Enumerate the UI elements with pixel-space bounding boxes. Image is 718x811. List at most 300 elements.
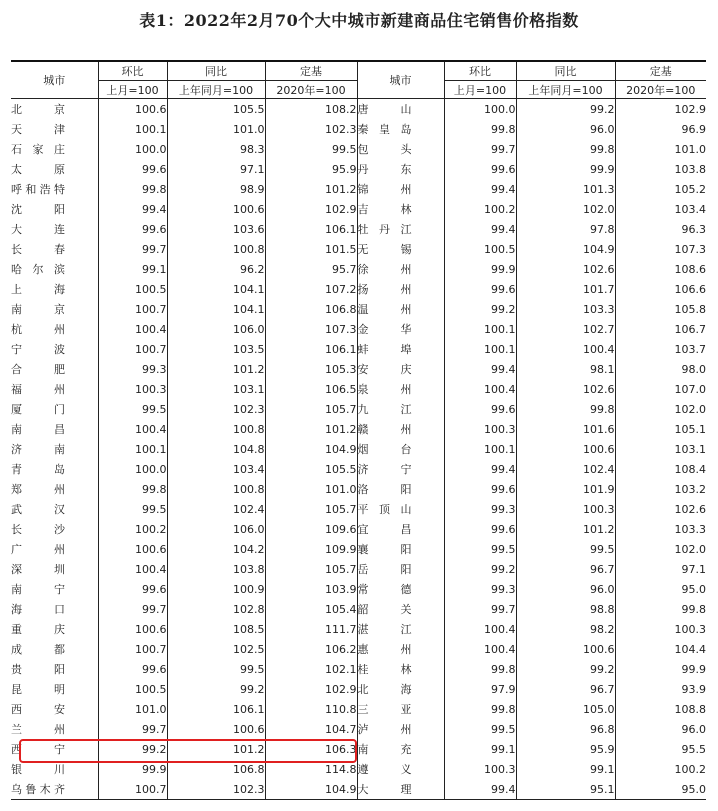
base-value: 105.3 — [265, 359, 357, 379]
base-value: 102.6 — [615, 499, 706, 519]
mom-value: 100.4 — [98, 319, 167, 339]
base-value: 102.9 — [265, 679, 357, 699]
city-cell — [11, 559, 98, 579]
yoy-value: 96.0 — [516, 579, 615, 599]
city-cell — [11, 699, 98, 719]
yoy-value: 99.8 — [516, 139, 615, 159]
mom-value: 99.6 — [444, 519, 516, 539]
base-value: 108.6 — [615, 259, 706, 279]
city-cell — [11, 579, 98, 599]
mom-value: 99.6 — [98, 219, 167, 239]
city-cell — [357, 759, 444, 779]
city-name: 南京 — [11, 303, 65, 316]
base-value: 106.6 — [615, 279, 706, 299]
base-value: 101.2 — [265, 179, 357, 199]
city-name: 无锡 — [357, 243, 412, 256]
yoy-value: 103.5 — [167, 339, 265, 359]
mom-value: 99.7 — [444, 599, 516, 619]
yoy-value: 108.5 — [167, 619, 265, 639]
city-name: 桂林 — [357, 663, 412, 676]
base-value: 103.1 — [615, 439, 706, 459]
base-value: 101.2 — [265, 419, 357, 439]
city-header: 城市 — [357, 61, 444, 99]
city-name: 南宁 — [11, 583, 65, 596]
city-cell — [357, 539, 444, 559]
base-value: 97.1 — [615, 559, 706, 579]
base-value: 101.5 — [265, 239, 357, 259]
header-row-1 — [11, 61, 706, 81]
mom-value: 100.3 — [98, 379, 167, 399]
base-value: 99.8 — [615, 599, 706, 619]
base-value: 103.2 — [615, 479, 706, 499]
yoy-value: 106.1 — [167, 699, 265, 719]
table-row — [11, 259, 706, 279]
mom-value: 100.4 — [444, 619, 516, 639]
yoy-value: 101.7 — [516, 279, 615, 299]
base-value: 93.9 — [615, 679, 706, 699]
base-value: 106.3 — [265, 739, 357, 759]
yoy-value: 101.3 — [516, 179, 615, 199]
city-cell — [357, 439, 444, 459]
base-value: 96.0 — [615, 719, 706, 739]
base-value: 106.8 — [265, 299, 357, 319]
table-row — [11, 159, 706, 179]
price-index-table — [11, 60, 706, 800]
city-cell — [357, 279, 444, 299]
table-row — [11, 119, 706, 139]
mom-value: 99.6 — [444, 479, 516, 499]
mom-value: 100.7 — [98, 639, 167, 659]
base-value: 100.3 — [615, 619, 706, 639]
city-cell — [357, 559, 444, 579]
city-name: 金华 — [357, 323, 412, 336]
city-name: 合肥 — [11, 363, 65, 376]
base-value: 105.7 — [265, 559, 357, 579]
yoy-value: 99.2 — [516, 99, 615, 120]
mom-value: 99.6 — [444, 279, 516, 299]
mom-value: 100.7 — [98, 779, 167, 800]
city-cell — [357, 699, 444, 719]
city-cell — [11, 439, 98, 459]
base-value: 99.5 — [265, 139, 357, 159]
yoy-value: 98.1 — [516, 359, 615, 379]
table-row — [11, 99, 706, 120]
mom-value: 99.3 — [444, 579, 516, 599]
base-value: 105.7 — [265, 399, 357, 419]
base-value: 106.2 — [265, 639, 357, 659]
mom-value: 99.2 — [444, 299, 516, 319]
city-name: 石家庄 — [11, 143, 65, 156]
city-name: 赣州 — [357, 423, 412, 436]
base-value: 105.8 — [615, 299, 706, 319]
mom-value: 100.1 — [98, 119, 167, 139]
city-cell — [357, 519, 444, 539]
mom-value: 100.5 — [444, 239, 516, 259]
yoy-value: 99.2 — [516, 659, 615, 679]
city-cell — [11, 199, 98, 219]
mom-value: 99.4 — [444, 359, 516, 379]
city-name: 南昌 — [11, 423, 65, 436]
base-value: 105.4 — [265, 599, 357, 619]
table-row — [11, 599, 706, 619]
table-row — [11, 439, 706, 459]
yoy-value: 100.6 — [516, 639, 615, 659]
city-cell — [357, 319, 444, 339]
yoy-value: 99.9 — [516, 159, 615, 179]
base-value: 102.0 — [615, 539, 706, 559]
table-row — [11, 199, 706, 219]
mom-value: 99.4 — [444, 459, 516, 479]
yoy-value: 97.8 — [516, 219, 615, 239]
mom-value: 100.7 — [98, 299, 167, 319]
base-value: 106.7 — [615, 319, 706, 339]
city-cell — [11, 359, 98, 379]
yoy-value: 106.0 — [167, 319, 265, 339]
mom-value: 99.2 — [444, 559, 516, 579]
base-value: 106.1 — [265, 339, 357, 359]
table-row — [11, 659, 706, 679]
yoy-value: 96.7 — [516, 559, 615, 579]
base-value: 108.4 — [615, 459, 706, 479]
city-cell — [357, 779, 444, 800]
yoy-value: 99.8 — [516, 399, 615, 419]
city-cell — [357, 419, 444, 439]
city-cell — [357, 119, 444, 139]
city-name: 济南 — [11, 443, 65, 456]
city-cell — [357, 239, 444, 259]
city-name: 长沙 — [11, 523, 65, 536]
yoy-value: 99.5 — [516, 539, 615, 559]
table-row — [11, 399, 706, 419]
table-row — [11, 219, 706, 239]
mom-value: 100.7 — [98, 339, 167, 359]
city-name: 烟台 — [357, 443, 412, 456]
city-cell — [11, 759, 98, 779]
city-cell — [357, 379, 444, 399]
mom-value: 99.7 — [98, 719, 167, 739]
table-row — [11, 579, 706, 599]
city-cell — [11, 739, 98, 759]
table-row — [11, 239, 706, 259]
base-value: 102.9 — [615, 99, 706, 120]
base-value: 104.4 — [615, 639, 706, 659]
yoy-sub-header: 上年同月=100 — [167, 81, 265, 99]
city-name: 海口 — [11, 603, 65, 616]
table-row — [11, 419, 706, 439]
table-row — [11, 559, 706, 579]
city-name: 太原 — [11, 163, 65, 176]
mom-value: 99.5 — [444, 539, 516, 559]
city-name: 韶关 — [357, 603, 412, 616]
yoy-value: 101.2 — [167, 739, 265, 759]
city-name: 襄阳 — [357, 543, 412, 556]
city-name: 乌鲁木齐 — [11, 783, 65, 796]
city-name: 锦州 — [357, 183, 412, 196]
city-cell — [357, 599, 444, 619]
city-name: 遵义 — [357, 763, 412, 776]
yoy-value: 98.9 — [167, 179, 265, 199]
city-name: 丹东 — [357, 163, 412, 176]
city-name: 安庆 — [357, 363, 412, 376]
city-name: 昆明 — [11, 683, 65, 696]
mom-value: 99.6 — [98, 159, 167, 179]
mom-value: 99.4 — [444, 219, 516, 239]
mom-value: 100.3 — [444, 419, 516, 439]
base-value: 102.0 — [615, 399, 706, 419]
base-value: 102.3 — [265, 119, 357, 139]
city-cell — [357, 579, 444, 599]
city-cell — [357, 459, 444, 479]
city-cell — [357, 359, 444, 379]
yoy-value: 104.2 — [167, 539, 265, 559]
city-name: 湛江 — [357, 623, 412, 636]
base-sub-header: 2020年=100 — [265, 81, 357, 99]
base-value: 108.2 — [265, 99, 357, 120]
city-name: 宜昌 — [357, 523, 412, 536]
base-value: 110.8 — [265, 699, 357, 719]
yoy-value: 102.4 — [167, 499, 265, 519]
city-name: 平顶山 — [357, 503, 412, 516]
base-value: 103.7 — [615, 339, 706, 359]
city-header: 城市 — [11, 61, 98, 99]
city-cell — [357, 299, 444, 319]
yoy-value: 103.1 — [167, 379, 265, 399]
mom-value: 100.1 — [98, 439, 167, 459]
base-value: 105.2 — [615, 179, 706, 199]
yoy-value: 101.2 — [167, 359, 265, 379]
city-name: 重庆 — [11, 623, 65, 636]
yoy-value: 100.4 — [516, 339, 615, 359]
city-cell — [11, 419, 98, 439]
base-value: 101.0 — [615, 139, 706, 159]
city-cell — [357, 719, 444, 739]
city-cell — [11, 139, 98, 159]
yoy-value: 104.8 — [167, 439, 265, 459]
city-name: 徐州 — [357, 263, 412, 276]
city-name: 洛阳 — [357, 483, 412, 496]
yoy-value: 106.8 — [167, 759, 265, 779]
base-value: 106.1 — [265, 219, 357, 239]
mom-value: 99.6 — [444, 399, 516, 419]
city-name: 呼和浩特 — [11, 183, 65, 196]
mom-value: 100.4 — [98, 419, 167, 439]
city-cell — [357, 479, 444, 499]
city-name: 包头 — [357, 143, 412, 156]
city-name: 唐山 — [357, 103, 412, 116]
base-value: 95.5 — [615, 739, 706, 759]
table-row — [11, 699, 706, 719]
city-name: 泸州 — [357, 723, 412, 736]
yoy-value: 100.9 — [167, 579, 265, 599]
table-row — [11, 739, 706, 759]
table-row — [11, 459, 706, 479]
mom-value: 99.1 — [444, 739, 516, 759]
city-name: 牡丹江 — [357, 223, 412, 236]
yoy-value: 97.1 — [167, 159, 265, 179]
city-name: 长春 — [11, 243, 65, 256]
city-cell — [357, 499, 444, 519]
city-cell — [357, 219, 444, 239]
city-cell — [11, 539, 98, 559]
yoy-value: 101.6 — [516, 419, 615, 439]
city-name: 武汉 — [11, 503, 65, 516]
yoy-value: 96.2 — [167, 259, 265, 279]
city-cell — [11, 239, 98, 259]
city-cell — [11, 279, 98, 299]
table-row — [11, 499, 706, 519]
page-title: 表1：2022年2月70个大中城市新建商品住宅销售价格指数 — [139, 11, 579, 30]
city-cell — [11, 299, 98, 319]
city-name: 大连 — [11, 223, 65, 236]
mom-value: 99.1 — [98, 259, 167, 279]
base-value: 96.9 — [615, 119, 706, 139]
mom-value: 100.1 — [444, 439, 516, 459]
base-value: 109.9 — [265, 539, 357, 559]
city-name: 西安 — [11, 703, 65, 716]
city-name: 三亚 — [357, 703, 412, 716]
mom-value: 100.4 — [444, 639, 516, 659]
city-cell — [11, 599, 98, 619]
base-value: 108.8 — [615, 699, 706, 719]
base-value: 104.7 — [265, 719, 357, 739]
yoy-value: 99.2 — [167, 679, 265, 699]
city-name: 上海 — [11, 283, 65, 296]
city-cell — [11, 119, 98, 139]
mom-value: 100.4 — [444, 379, 516, 399]
mom-value: 99.9 — [98, 759, 167, 779]
table-row — [11, 759, 706, 779]
yoy-value: 98.8 — [516, 599, 615, 619]
city-name: 贵阳 — [11, 663, 65, 676]
mom-value: 99.6 — [98, 579, 167, 599]
city-name: 惠州 — [357, 643, 412, 656]
table-row — [11, 179, 706, 199]
mom-value: 99.5 — [98, 399, 167, 419]
city-cell — [357, 159, 444, 179]
yoy-value: 103.6 — [167, 219, 265, 239]
city-name: 天津 — [11, 123, 65, 136]
mom-value: 100.0 — [98, 139, 167, 159]
city-name: 济宁 — [357, 463, 412, 476]
yoy-value: 106.0 — [167, 519, 265, 539]
city-name: 广州 — [11, 543, 65, 556]
mom-value: 99.5 — [98, 499, 167, 519]
mom-value: 99.3 — [444, 499, 516, 519]
city-cell — [357, 339, 444, 359]
city-cell — [11, 179, 98, 199]
mom-value: 99.8 — [98, 479, 167, 499]
base-value: 111.7 — [265, 619, 357, 639]
table-row — [11, 619, 706, 639]
yoy-value: 103.3 — [516, 299, 615, 319]
city-name: 西宁 — [11, 743, 65, 756]
city-name: 泉州 — [357, 383, 412, 396]
city-cell — [357, 179, 444, 199]
mom-value: 99.6 — [444, 159, 516, 179]
base-value: 103.8 — [615, 159, 706, 179]
table-row — [11, 299, 706, 319]
base-value: 107.0 — [615, 379, 706, 399]
yoy-value: 96.8 — [516, 719, 615, 739]
city-cell — [357, 619, 444, 639]
city-cell — [11, 159, 98, 179]
city-name: 南充 — [357, 743, 412, 756]
yoy-value: 96.0 — [516, 119, 615, 139]
city-name: 北海 — [357, 683, 412, 696]
base-value: 105.1 — [615, 419, 706, 439]
city-cell — [11, 459, 98, 479]
mom-value: 99.4 — [444, 179, 516, 199]
mom-value: 99.9 — [444, 259, 516, 279]
mom-value: 99.7 — [98, 239, 167, 259]
table-row — [11, 379, 706, 399]
city-cell — [11, 319, 98, 339]
city-name: 厦门 — [11, 403, 65, 416]
city-name: 兰州 — [11, 723, 65, 736]
city-cell — [357, 679, 444, 699]
table-row — [11, 719, 706, 739]
city-cell — [11, 639, 98, 659]
city-name: 温州 — [357, 303, 412, 316]
city-name: 沈阳 — [11, 203, 65, 216]
base-value: 107.2 — [265, 279, 357, 299]
city-name: 郑州 — [11, 483, 65, 496]
city-cell — [11, 219, 98, 239]
base-value: 96.3 — [615, 219, 706, 239]
city-cell — [357, 199, 444, 219]
mom-value: 100.6 — [98, 99, 167, 120]
yoy-value: 101.2 — [516, 519, 615, 539]
yoy-value: 102.3 — [167, 399, 265, 419]
city-cell — [357, 259, 444, 279]
mom-value: 99.5 — [444, 719, 516, 739]
yoy-value: 101.9 — [516, 479, 615, 499]
city-name: 福州 — [11, 383, 65, 396]
base-value: 105.7 — [265, 499, 357, 519]
city-name: 深圳 — [11, 563, 65, 576]
yoy-value: 104.1 — [167, 279, 265, 299]
yoy-value: 96.7 — [516, 679, 615, 699]
mom-value: 99.2 — [98, 739, 167, 759]
city-cell — [357, 659, 444, 679]
yoy-value: 100.6 — [516, 439, 615, 459]
table-row — [11, 639, 706, 659]
yoy-value: 101.0 — [167, 119, 265, 139]
yoy-value: 102.4 — [516, 459, 615, 479]
city-cell — [11, 379, 98, 399]
base-value: 107.3 — [265, 319, 357, 339]
base-value: 103.3 — [615, 519, 706, 539]
yoy-value: 95.1 — [516, 779, 615, 800]
table-row — [11, 339, 706, 359]
mom-value: 100.5 — [98, 679, 167, 699]
yoy-value: 100.3 — [516, 499, 615, 519]
city-name: 杭州 — [11, 323, 65, 336]
mom-value: 100.1 — [444, 319, 516, 339]
yoy-sub-header: 上年同月=100 — [516, 81, 615, 99]
base-value: 100.2 — [615, 759, 706, 779]
city-cell — [357, 639, 444, 659]
base-value: 104.9 — [265, 439, 357, 459]
yoy-value: 95.9 — [516, 739, 615, 759]
city-name: 宁波 — [11, 343, 65, 356]
mom-value: 101.0 — [98, 699, 167, 719]
yoy-value: 100.8 — [167, 419, 265, 439]
mom-value: 99.3 — [98, 359, 167, 379]
city-name: 岳阳 — [357, 563, 412, 576]
base-header: 定基 — [265, 61, 357, 81]
table-row — [11, 539, 706, 559]
